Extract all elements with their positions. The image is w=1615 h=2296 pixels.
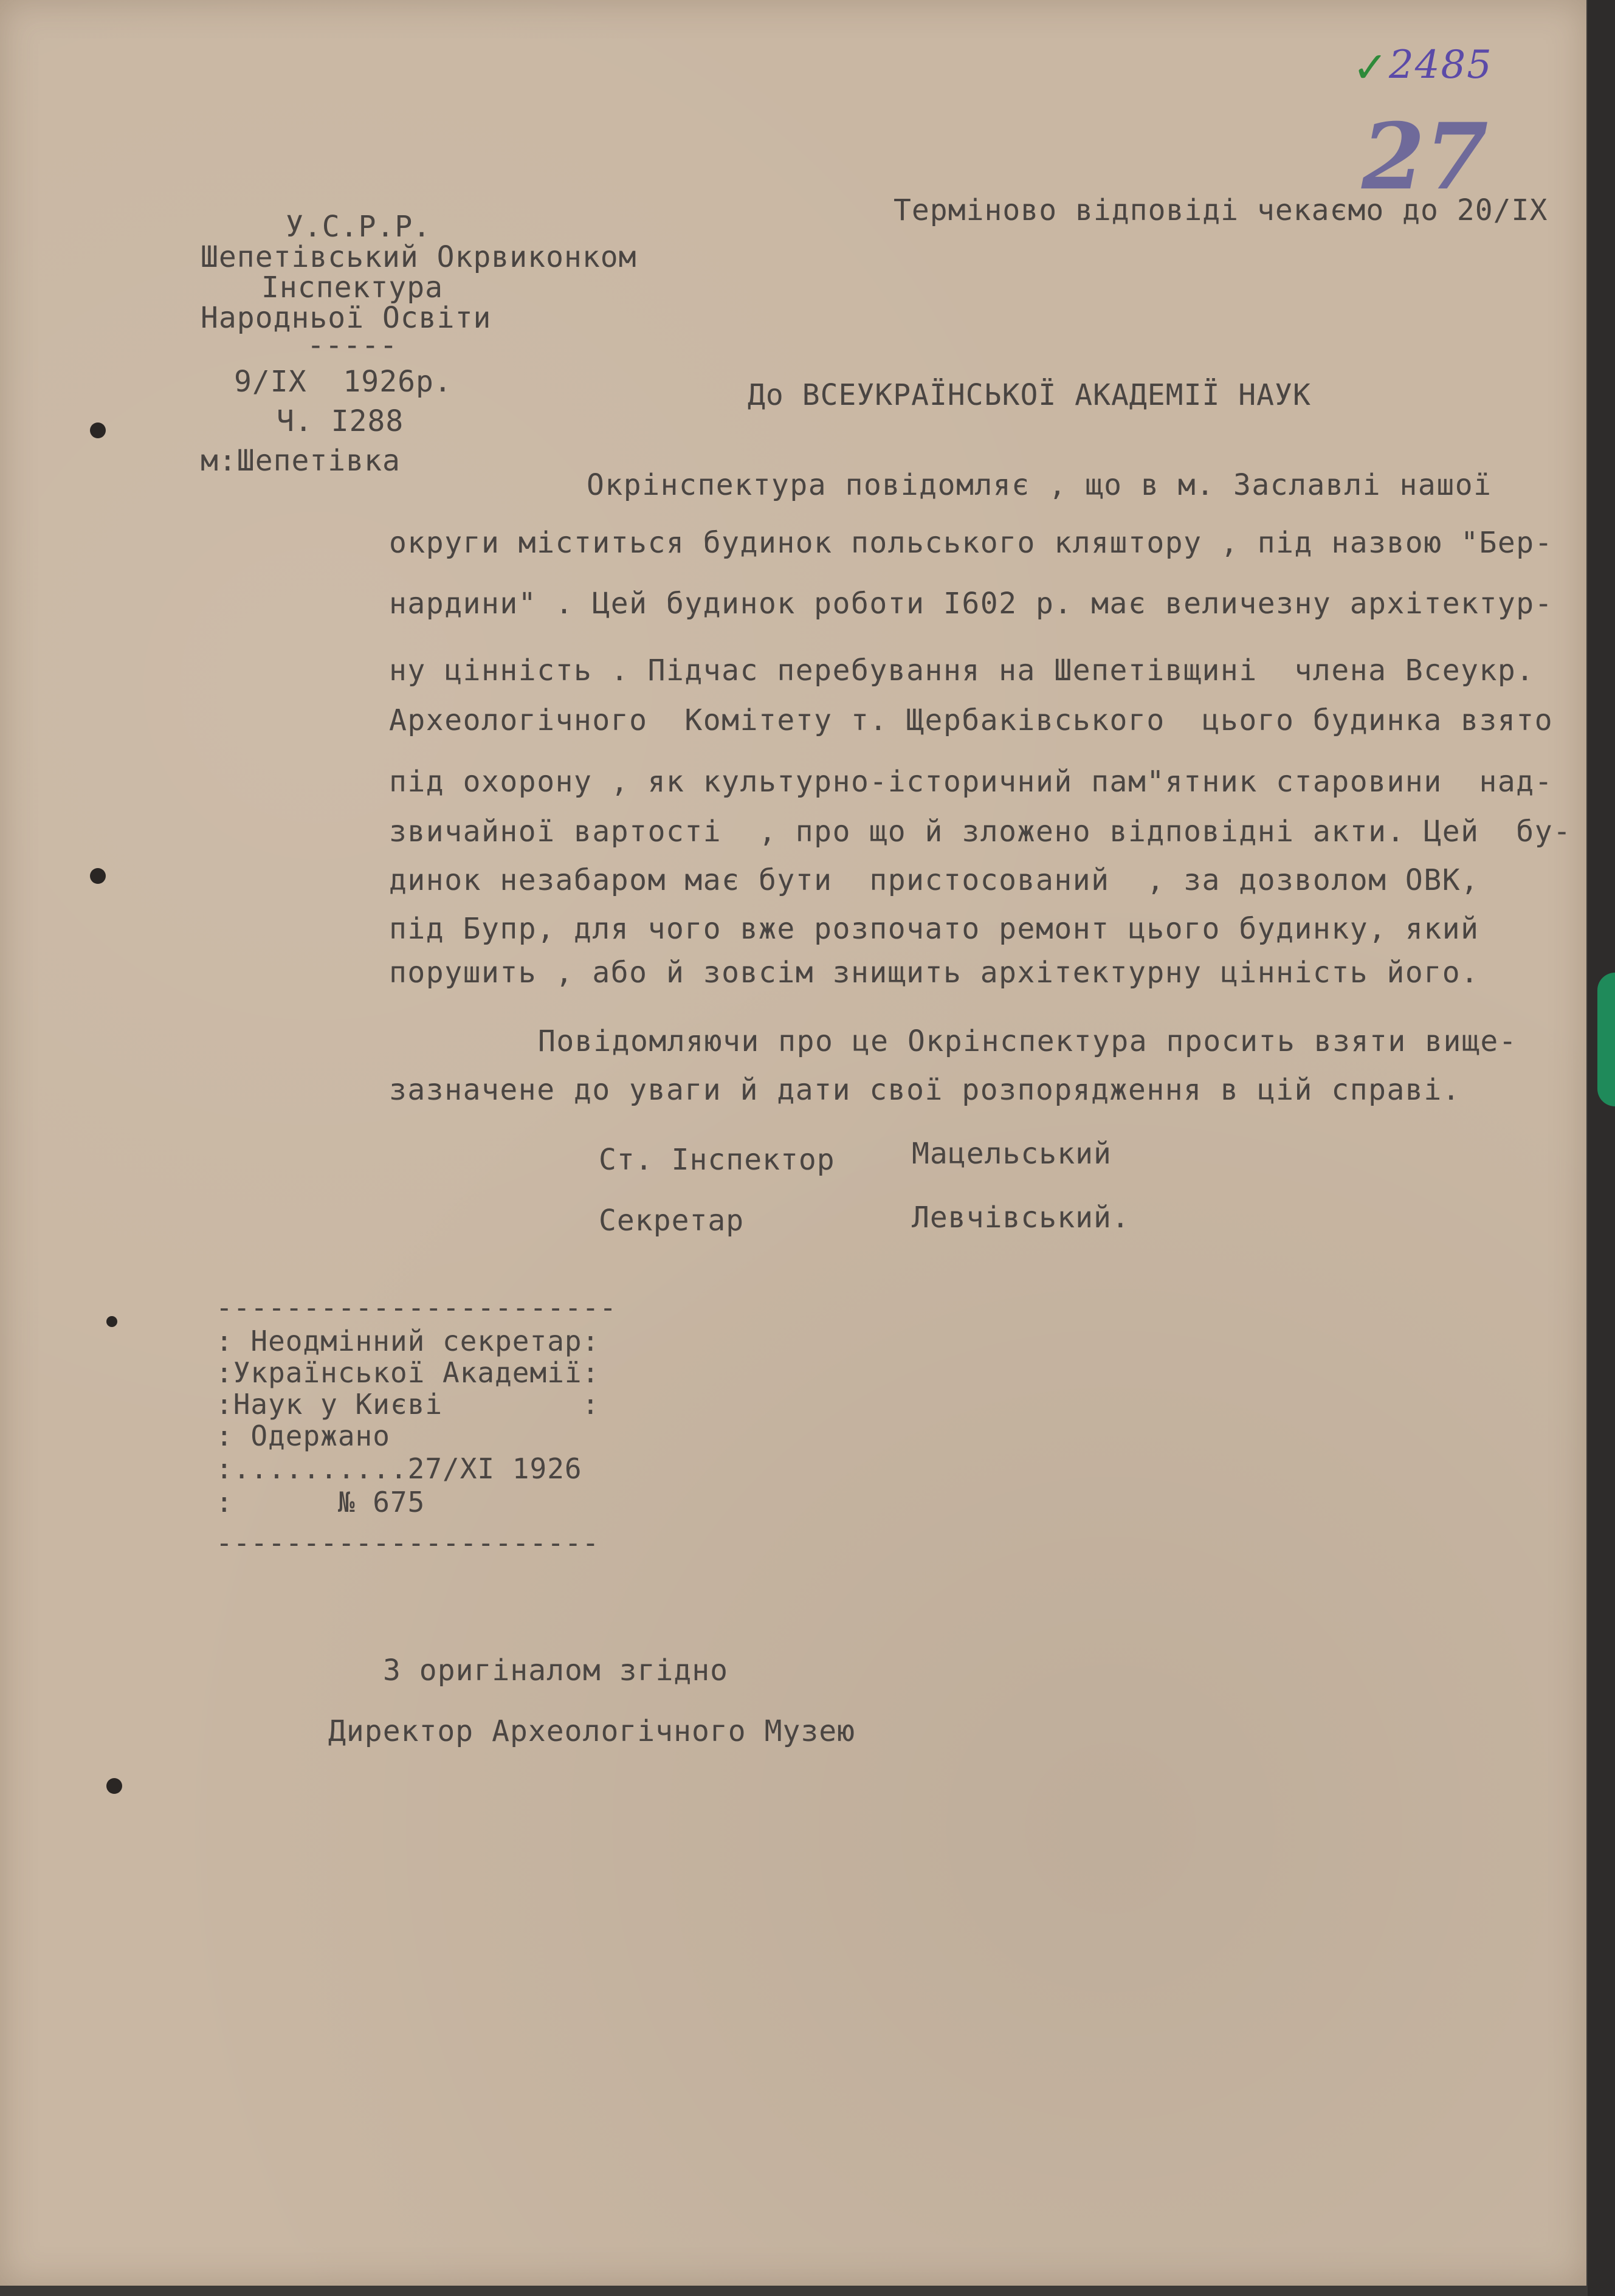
body-line: Окрінспектура повідомляє , що в м. Заславлі нашої (587, 468, 1492, 502)
punch-hole (106, 1316, 117, 1327)
body-line: під охорону , як культурно-історичний пам"ятник старовини над- (389, 765, 1554, 799)
folio-number: 27 (1362, 103, 1489, 210)
header-date: 9/ІХ 1926р. (234, 365, 452, 399)
header-inspectorate: Інспектура (261, 271, 443, 305)
inspector-name: Мацельський (912, 1137, 1112, 1171)
inspector-title: Ст. Інспектор (599, 1143, 835, 1177)
header-number: Ч. І288 (277, 404, 404, 438)
stamp-bottom-rule: ---------------------- (216, 1526, 600, 1559)
check-mark-icon: ✓ (1352, 43, 1388, 92)
body-line: округи міститься будинок польського кляштору , під назвою "Бер- (389, 526, 1554, 560)
closing-line: Повідомляючи про це Окрінспектура просить взяти вище- (538, 1024, 1518, 1058)
header-place: м:Шепетівка (201, 444, 401, 478)
archive-number: 2485 (1389, 43, 1493, 88)
body-line: динок незабаром має бути пристосований , за дозволом ОВК, (389, 863, 1479, 897)
header-country: У.С.Р.Р. (286, 210, 432, 244)
punch-hole (106, 1778, 122, 1794)
stamp-line: : № 675 (216, 1486, 425, 1519)
body-line: ну цінність . Підчас перебування на Шепетівщині члена Всеукр. (389, 653, 1535, 688)
stamp-line: : Неодмінний секретар: (216, 1325, 600, 1357)
archive-tab (1597, 973, 1615, 1106)
certification-line: З оригіналом згідно (383, 1653, 729, 1688)
body-line: під Бупр, для чого вже розпочато ремонт цього будинку, який (389, 912, 1479, 946)
stamp-line: :Української Академії: (216, 1356, 600, 1389)
stamp-line: :Наук у Києві : (216, 1388, 600, 1421)
body-line: Археологічного Комітету т. Щербаківського цього будинка взято (389, 703, 1554, 737)
addressee: До ВСЕУКРАЇНСЬКОЇ АКАДЕМІЇ НАУК (748, 378, 1311, 412)
stamp-line: :..........27/ХІ 1926 (216, 1452, 582, 1485)
closing-line: зазначене до уваги й дати свої розпорядження в цій справі. (389, 1073, 1461, 1107)
secretary-name: Левчівський. (912, 1201, 1130, 1235)
certification-signature: Директор Археологічного Музею (328, 1714, 856, 1748)
header-education: Народньої Освіти (201, 301, 492, 335)
body-line: порушить , або й зовсім знищить архітектурну цінність його. (389, 956, 1479, 990)
punch-hole (90, 422, 106, 438)
header-divider: ----- (307, 328, 398, 362)
scan-edge (1588, 0, 1615, 2296)
header-committee: Шепетівський Окрвиконком (201, 240, 637, 274)
secretary-title: Секретар (599, 1204, 745, 1238)
stamp-line: : Одержано (216, 1419, 390, 1452)
urgent-note: Терміново відповіді чекаємо до 20/ІХ (894, 193, 1548, 227)
stamp-top-rule: ----------------------- (216, 1291, 617, 1324)
punch-hole (90, 868, 106, 884)
body-line: нардини" . Цей будинок роботи І602 р. має величезну архітектур- (389, 587, 1554, 621)
body-line: звичайної вартості , про що й зложено відповідні акти. Цей бу- (389, 815, 1572, 849)
